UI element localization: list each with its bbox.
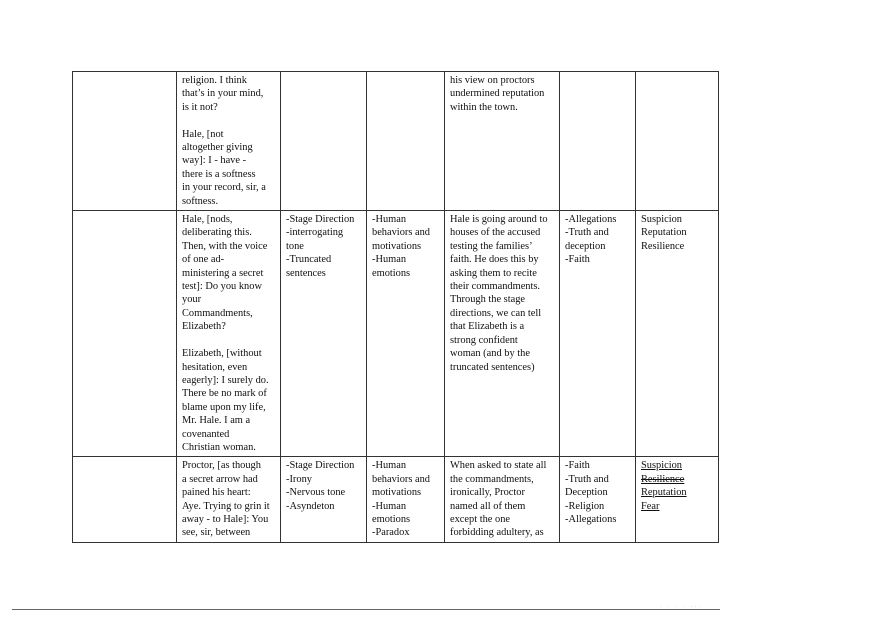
analysis-line: that Elizabeth is a [450, 321, 525, 333]
cell-blank [73, 211, 177, 457]
quote-line: of one ad- [182, 254, 225, 266]
cell-themes [367, 72, 445, 211]
quote-line: there is a softness [182, 168, 256, 180]
quote-line: deliberating this. [182, 227, 252, 239]
techniques-line: -Truncated [286, 254, 332, 266]
cell-analysis [445, 457, 560, 543]
techniques-line: -Irony [286, 473, 312, 485]
analysis-line: When asked to state all [450, 460, 547, 472]
footer-rule [12, 609, 720, 610]
cell-concepts [560, 457, 636, 543]
concepts-line: -Faith [565, 254, 590, 266]
quote-line: Aye. Trying to grin it [182, 500, 270, 512]
quote-line: Mr. Hale. I am a [182, 415, 251, 427]
themes-line: -Human [372, 460, 407, 472]
quote-line: your [182, 294, 202, 306]
analysis-table [72, 71, 719, 543]
ideas-line: Resilience [641, 473, 685, 485]
cell-techniques [281, 211, 367, 457]
quote-line: Commandments, [182, 307, 253, 319]
analysis-line: Through the stage [450, 294, 526, 306]
analysis-line: Hale is going around to [450, 214, 548, 226]
blank-line [182, 114, 276, 127]
analysis-line: testing the families’ [450, 240, 533, 252]
analysis-line: woman (and by the [450, 348, 530, 360]
themes-line: -Paradox [372, 527, 410, 539]
techniques-line: -Asyndeton [286, 500, 335, 512]
cell-ideas [636, 72, 719, 211]
quote-line: eagerly]: I surely do. [182, 374, 269, 386]
techniques-line: sentences [286, 267, 326, 279]
cell-analysis [445, 211, 560, 457]
analysis-line: directions, we can tell [450, 307, 542, 319]
table-row [73, 72, 719, 211]
analysis-line: the commandments, [450, 473, 534, 485]
quote-line: away - to Hale]: You [182, 513, 269, 525]
analysis-line: strong confident [450, 334, 518, 346]
cell-ideas [636, 211, 719, 457]
themes-line: -Human [372, 214, 407, 226]
concepts-line: -Truth and [565, 473, 609, 485]
concepts-line: -Religion [565, 500, 605, 512]
analysis-line: except the one [450, 513, 511, 525]
concepts-line: -Truth and [565, 227, 609, 239]
cell-themes [367, 457, 445, 543]
ideas-line: Suspicion [641, 214, 682, 226]
techniques-line: -Stage Direction [286, 460, 355, 472]
ideas-line: Reputation [641, 227, 687, 239]
cell-blank [73, 72, 177, 211]
concepts-line: -Allegations [565, 214, 617, 226]
themes-line: emotions [372, 267, 411, 279]
concepts-line: Deception [565, 487, 608, 499]
quote-line: There be no mark of [182, 388, 267, 400]
ideas-line: Resilience [641, 240, 685, 252]
cell-techniques [281, 457, 367, 543]
cell-ideas [636, 457, 719, 543]
quote-line: Then, with the voice [182, 240, 268, 252]
concepts-line: deception [565, 240, 606, 252]
quote-line: Elizabeth? [182, 321, 226, 333]
quote-line: test]: Do you know [182, 281, 262, 293]
quote-line: religion. I think [182, 75, 247, 86]
cell-themes [367, 211, 445, 457]
quote-line: a secret arrow had [182, 473, 258, 485]
quote-line: hesitation, even [182, 361, 248, 373]
cell-analysis [445, 72, 560, 211]
analysis-line: houses of the accused [450, 227, 541, 239]
footer-page-mark: · · · · ··· [660, 604, 703, 610]
ideas-line: Fear [641, 500, 660, 512]
themes-line: -Human [372, 254, 407, 266]
themes-line: -Human [372, 500, 407, 512]
cell-techniques [281, 72, 367, 211]
concepts-line: -Allegations [565, 513, 617, 525]
table-body [73, 72, 719, 543]
themes-line: emotions [372, 513, 411, 525]
quote-line: Hale, [nods, [182, 214, 233, 226]
quote-line: covenanted [182, 428, 230, 440]
quote-line: altogether giving [182, 142, 253, 154]
quote-line: Hale, [not [182, 128, 224, 140]
cell-blank [73, 457, 177, 543]
quote-line: blame upon my life, [182, 401, 266, 413]
analysis-line: within the town. [450, 101, 518, 113]
concepts-line: -Faith [565, 460, 590, 472]
blank-line [182, 334, 276, 347]
table-row [73, 457, 719, 543]
table-row [73, 211, 719, 457]
analysis-line: named all of them [450, 500, 526, 512]
analysis-line: faith. He does this by [450, 254, 539, 266]
quote-line: Christian woman. [182, 441, 256, 453]
themes-line: motivations [372, 487, 422, 499]
techniques-line: -interrogating [286, 227, 344, 239]
quote-line: ministering a secret [182, 267, 264, 279]
techniques-line: -Stage Direction [286, 214, 355, 226]
techniques-line: -Nervous tone [286, 487, 346, 499]
techniques-line: tone [286, 240, 304, 252]
analysis-line: their commandments. [450, 281, 541, 293]
quote-line: in your record, sir, a [182, 182, 266, 194]
quote-line: Elizabeth, [without [182, 348, 262, 360]
cell-quote [177, 211, 281, 457]
analysis-line: ironically, Proctor [450, 487, 525, 499]
cell-quote [177, 72, 281, 211]
cell-quote [177, 457, 281, 543]
quote-line: that’s in your mind, [182, 88, 264, 100]
quote-line: see, sir, between [182, 527, 251, 539]
themes-line: behaviors and [372, 227, 430, 239]
ideas-line: Suspicion [641, 460, 682, 472]
analysis-line: truncated sentences) [450, 361, 535, 373]
quote-line: way]: I - have - [182, 155, 247, 167]
quote-line: Proctor, [as though [182, 460, 261, 472]
cell-concepts [560, 72, 636, 211]
cell-concepts [560, 211, 636, 457]
quote-line: pained his heart: [182, 487, 251, 499]
themes-line: behaviors and [372, 473, 430, 485]
quote-line: is it not? [182, 101, 218, 113]
analysis-line: his view on proctors [450, 75, 535, 86]
analysis-line: forbidding adultery, as [450, 527, 544, 539]
quote-line: softness. [182, 195, 219, 207]
analysis-line: undermined reputation [450, 88, 545, 100]
themes-line: motivations [372, 240, 422, 252]
ideas-line: Reputation [641, 487, 687, 499]
analysis-line: asking them to recite [450, 267, 537, 279]
